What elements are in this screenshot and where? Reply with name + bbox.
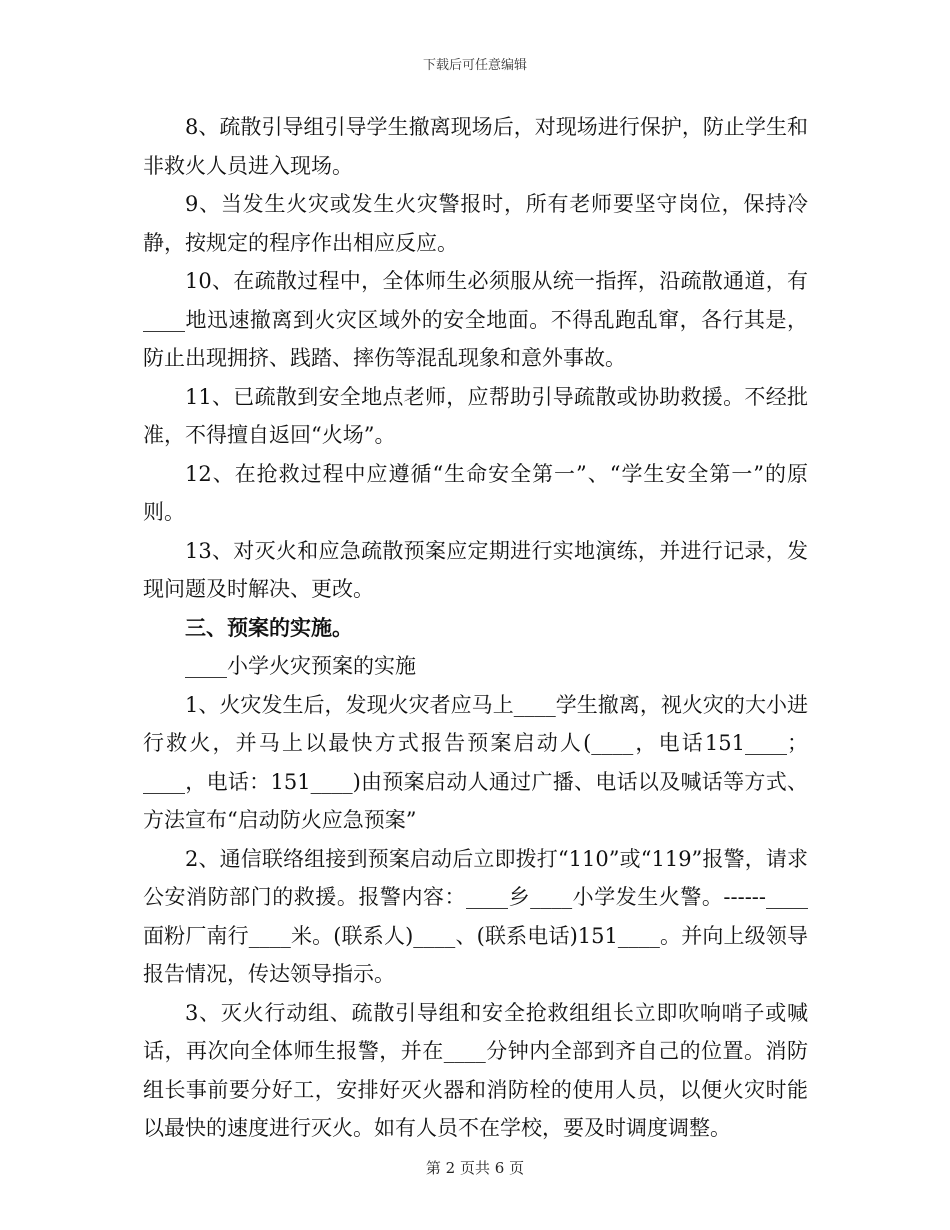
- document-body: [143, 108, 808, 1148]
- paragraph-8: 8、疏散引导组引导学生撤离现场后，对现场进行保护，防止学生和非救火人员进入现场。: [143, 115, 808, 178]
- section-subtitle: ____小学火灾预案的实施: [185, 654, 416, 678]
- page-footer: 第 2 页共 6 页: [425, 1159, 525, 1177]
- paragraph-11: 11、已疏散到安全地点老师，应帮助引导疏散或协助救援。不经批准，不得擅自返回“火场”。: [143, 384, 808, 447]
- paragraph-9: 9、当发生火灾或发生火灾警报时，所有老师要坚守岗位，保持冷静，按规定的程序作出相应反应。: [143, 192, 808, 255]
- paragraph-10: 10、在疏散过程中，全体师生必须服从统一指挥，沿疏散通道，有____地迅速撤离到火灾区域外的安全地面。不得乱跑乱窜，各行其是，防止出现拥挤、践踏、摔伤等混乱现象和意外事故。: [143, 269, 808, 370]
- section-heading: 三、预案的实施。: [185, 614, 353, 640]
- item-3: 3、灭火行动组、疏散引导组和安全抢救组组长立即吹响哨子或喊话，再次向全体师生报警，并在____分钟内全部到齐自己的位置。消防组长事前要分好工，安排好灭火器和消防栓的使用人员，以便火灾时能以最快的速度进行灭火。如有人员不在学校，要及时调度调整。: [143, 1000, 808, 1140]
- paragraph-13: 13、对灭火和应急疏散预案应定期进行实地演练，并进行记录，发现问题及时解决、更改。: [143, 538, 808, 601]
- page-header: 下载后可任意编辑: [422, 58, 527, 73]
- item-2: 2、通信联络组接到预案启动后立即拨打“110”或“119”报警，请求公安消防部门的救援。报警内容：____乡____小学发生火警。------____面粉厂南行____米。(联系人)____、(联系电话)151____。并向上级领导报告情况，传达领导指示。: [143, 846, 808, 986]
- item-1: 1、火灾发生后，发现火灾者应马上____学生撤离，视火灾的大小进行救火，并马上以最快方式报告预案启动人(____，电话151____；____，电话：151____)由预案启动人通过广播、电话以及喊话等方式、方法宣布“启动防火应急预案”: [143, 692, 808, 832]
- paragraph-12: 12、在抢救过程中应遵循“生命安全第一”、“学生安全第一”的原则。: [143, 461, 808, 524]
